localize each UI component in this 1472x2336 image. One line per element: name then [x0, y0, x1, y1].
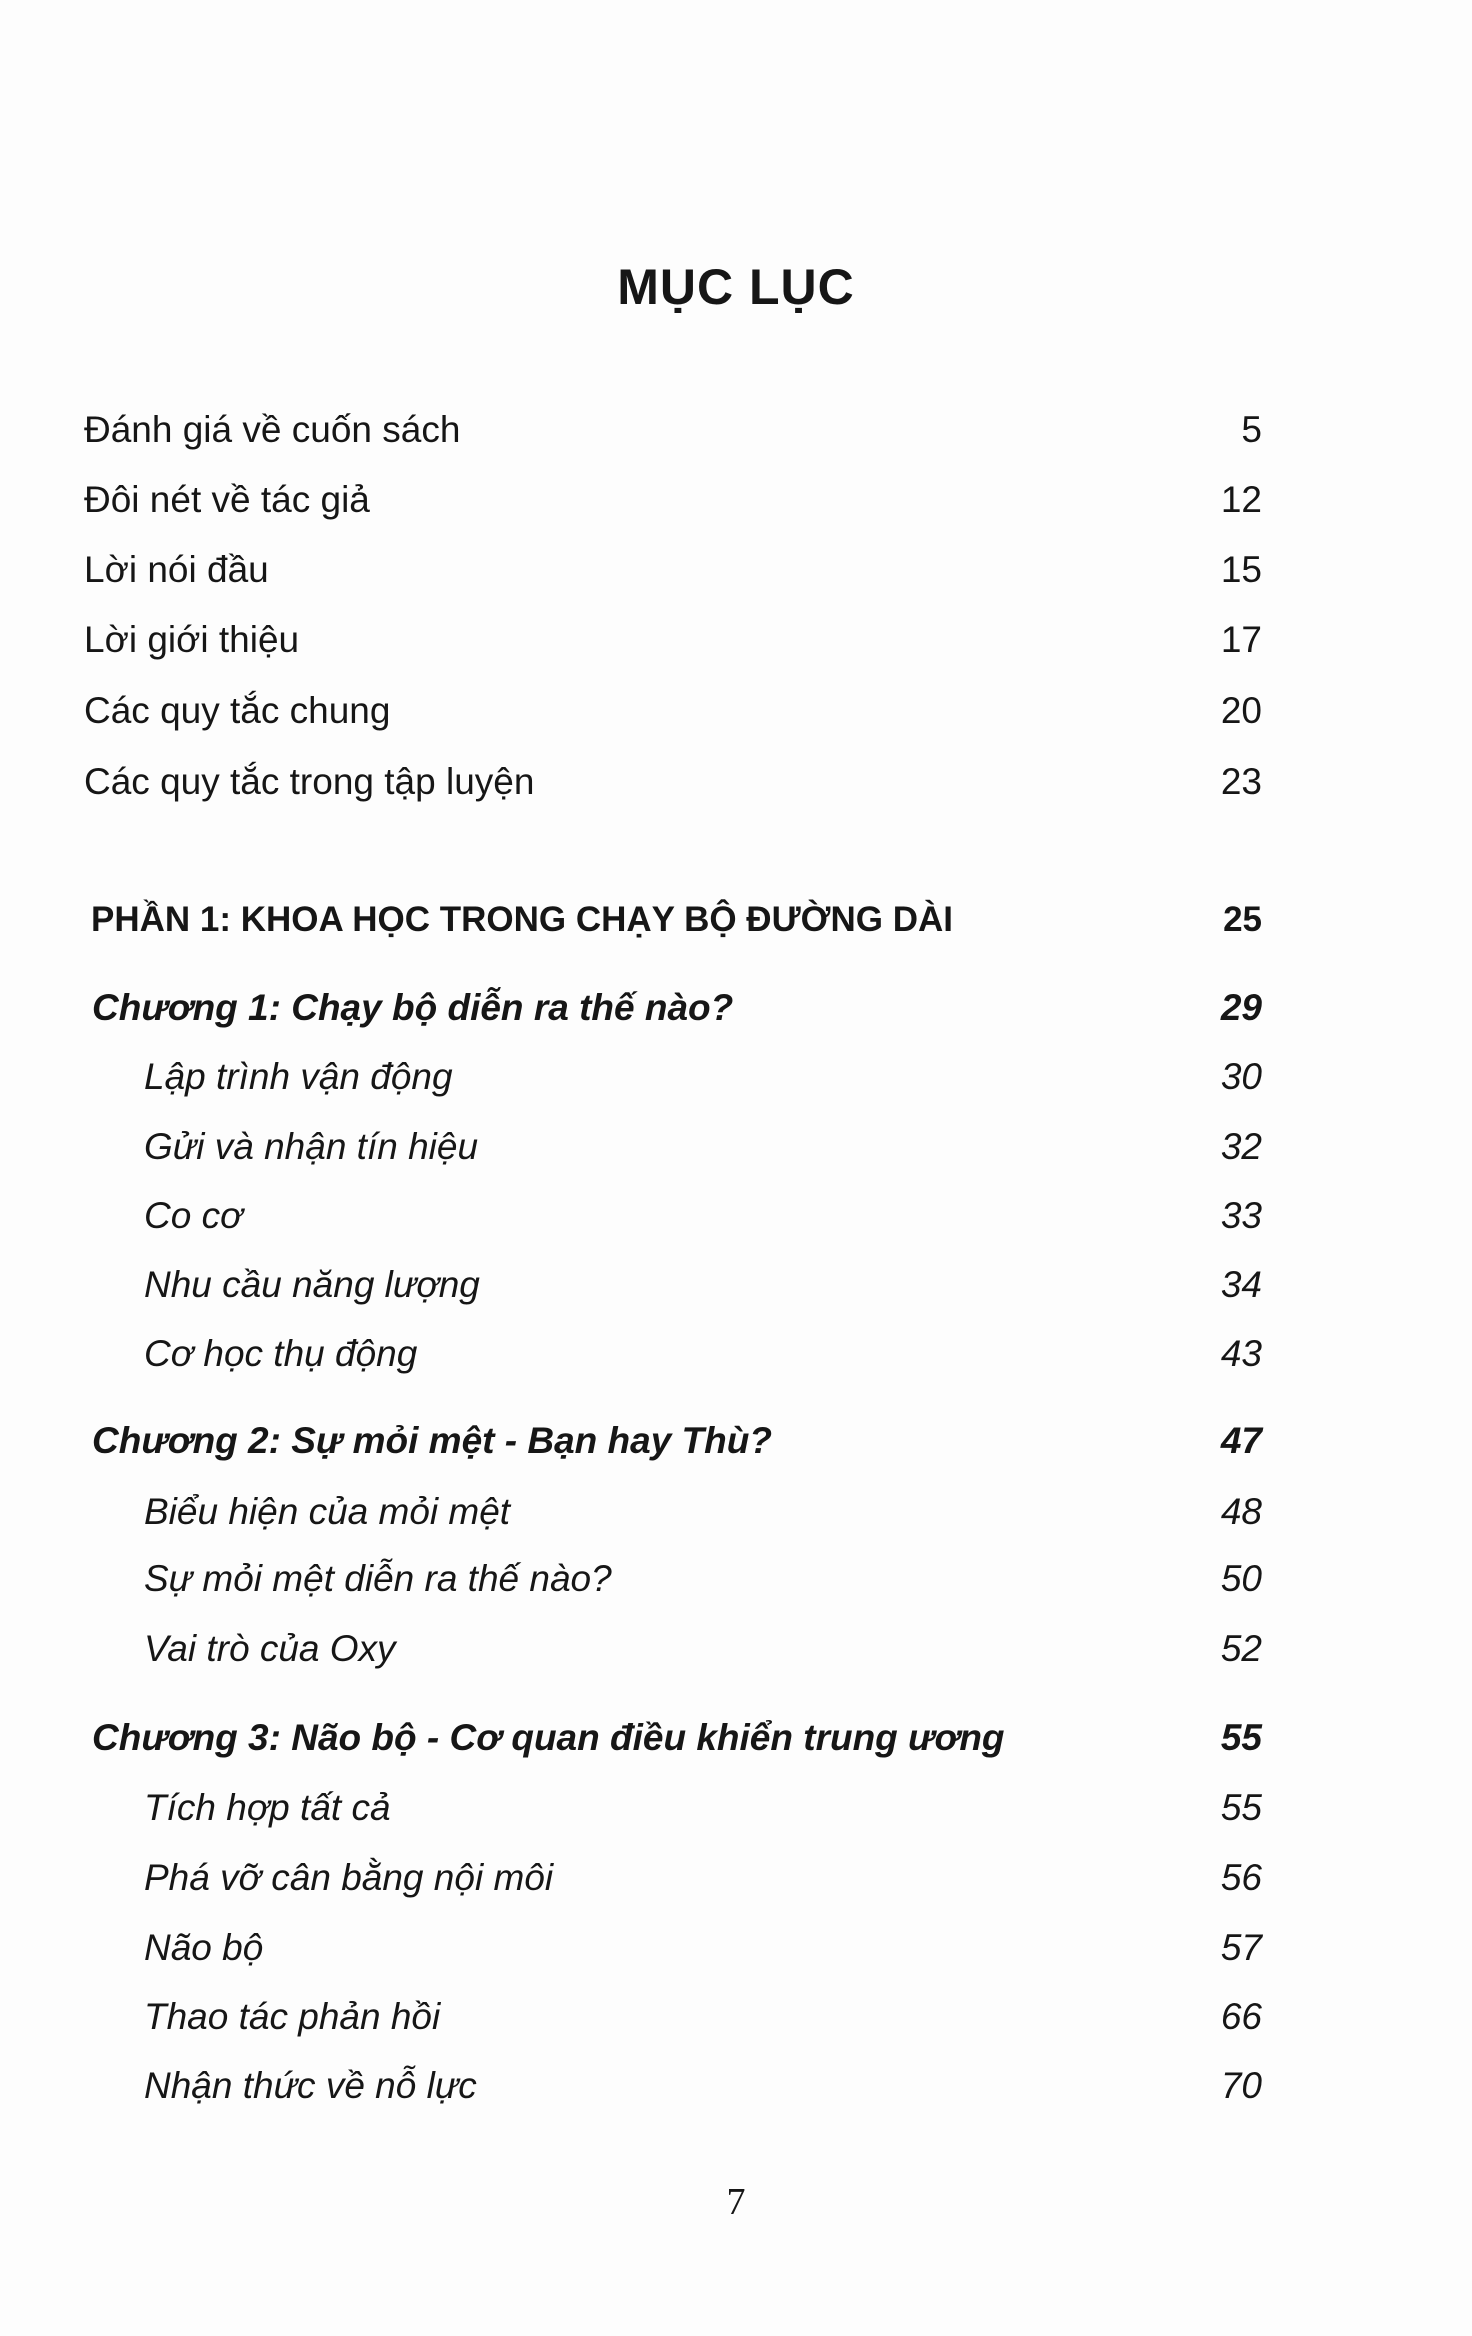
entry-label: Đánh giá về cuốn sách: [84, 409, 461, 450]
section-label: Não bộ: [144, 1927, 264, 1968]
entry-label: Lời nói đầu: [84, 549, 269, 590]
section-label: Cơ học thụ động: [144, 1333, 418, 1374]
toc-section[interactable]: [0, 2056, 1472, 2116]
section-page: 70: [1220, 2065, 1262, 2106]
entry-label: Đôi nét về tác giả: [84, 479, 370, 520]
part-label: PHẦN 1: KHOA HỌC TRONG CHẠY BỘ ĐƯỜNG DÀI: [91, 900, 953, 939]
section-page: 43: [1220, 1333, 1262, 1374]
section-label: Phá vỡ cân bằng nội môi: [144, 1857, 554, 1898]
entry-page: 20: [1220, 690, 1262, 731]
chapter-page: 29: [1220, 987, 1262, 1028]
section-page: 50: [1220, 1558, 1262, 1599]
section-label: Gửi và nhận tín hiệu: [144, 1126, 479, 1167]
section-page: 55: [1220, 1787, 1262, 1828]
entry-page: 17: [1220, 619, 1262, 660]
section-label: Nhận thức về nỗ lực: [144, 2065, 477, 2106]
section-label: Tích hợp tất cả: [144, 1787, 391, 1828]
page-number: 7: [726, 2181, 746, 2223]
section-label: Lập trình vận động: [144, 1056, 453, 1097]
section-page: 48: [1220, 1491, 1262, 1532]
section-label: Co cơ: [144, 1195, 243, 1236]
toc-chapter[interactable]: [0, 978, 1472, 1038]
toc-entry[interactable]: [0, 400, 1472, 460]
section-label: Sự mỏi mệt diễn ra thế nào?: [144, 1558, 612, 1599]
section-page: 57: [1220, 1927, 1262, 1968]
section-page: 33: [1220, 1195, 1262, 1236]
toc-section[interactable]: [0, 1987, 1472, 2047]
section-label: Nhu cầu năng lượng: [144, 1264, 480, 1305]
section-page: 30: [1220, 1056, 1262, 1097]
toc-part[interactable]: [0, 890, 1472, 950]
toc-entry[interactable]: [0, 610, 1472, 670]
section-page: 56: [1220, 1857, 1262, 1898]
chapter-page: 47: [1220, 1420, 1262, 1461]
entry-page: 12: [1220, 479, 1262, 520]
section-page: 52: [1220, 1628, 1262, 1669]
entry-label: Các quy tắc chung: [84, 690, 391, 731]
toc-section[interactable]: [0, 1778, 1472, 1838]
section-page: 32: [1220, 1126, 1262, 1167]
entry-page: 23: [1220, 761, 1262, 802]
page-title: MỤC LỤC: [617, 259, 855, 315]
toc-section[interactable]: [0, 1918, 1472, 1978]
section-label: Vai trò của Oxy: [144, 1628, 396, 1669]
toc-section[interactable]: [0, 1482, 1472, 1542]
toc-entry[interactable]: [0, 681, 1472, 741]
section-page: 34: [1220, 1264, 1262, 1305]
chapter-label: Chương 3: Não bộ - Cơ quan điều khiển trung ương: [92, 1717, 1005, 1758]
toc-section[interactable]: [0, 1047, 1472, 1107]
toc-entry[interactable]: [0, 470, 1472, 530]
entry-label: Các quy tắc trong tập luyện: [84, 761, 535, 802]
entry-label: Lời giới thiệu: [84, 619, 300, 660]
toc-chapter[interactable]: [0, 1708, 1472, 1768]
toc-chapter[interactable]: [0, 1411, 1472, 1471]
entry-page: 15: [1220, 549, 1262, 590]
chapter-label: Chương 1: Chạy bộ diễn ra thế nào?: [92, 987, 734, 1028]
toc-section[interactable]: [0, 1619, 1472, 1679]
toc-section[interactable]: [0, 1848, 1472, 1908]
part-page: 25: [1223, 900, 1262, 939]
toc-section[interactable]: [0, 1549, 1472, 1609]
toc-section[interactable]: [0, 1186, 1472, 1246]
chapter-label: Chương 2: Sự mỏi mệt - Bạn hay Thù?: [92, 1420, 772, 1461]
section-label: Thao tác phản hồi: [144, 1996, 441, 2037]
toc-section[interactable]: [0, 1117, 1472, 1177]
section-label: Biểu hiện của mỏi mệt: [144, 1491, 511, 1532]
toc-entry[interactable]: [0, 752, 1472, 812]
chapter-page: 55: [1220, 1717, 1262, 1758]
toc-section[interactable]: [0, 1324, 1472, 1384]
toc-section[interactable]: [0, 1255, 1472, 1315]
section-page: 66: [1220, 1996, 1262, 2037]
toc-entry[interactable]: [0, 540, 1472, 600]
entry-page: 5: [1241, 409, 1262, 450]
